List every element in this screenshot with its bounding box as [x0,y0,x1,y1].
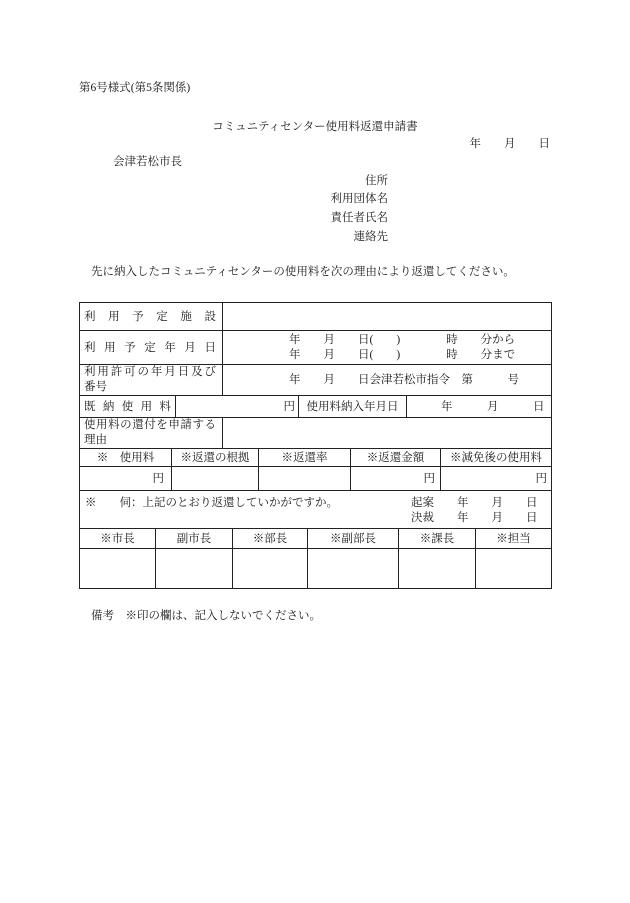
signoff-header-section-chief [399,529,476,548]
addressee: 会津若松市長 [113,156,182,168]
paid-date-label: 使用料納入年月日 [306,400,399,413]
facility-label: 利用予定施設 [84,310,216,323]
row-reason [80,418,551,449]
reason-label [84,418,216,448]
calc-value-fee-unit: 円 [152,472,164,485]
row-calculation-headers [80,449,551,467]
calc-header-rate [259,449,351,466]
paid-fee-label: 既納使用料 [84,400,171,413]
calc-value-reduced-fee [441,467,551,490]
calc-value-fee [80,467,172,490]
paid-date-value: 年 月 日 [441,400,545,413]
signoff-header-deputy-mayor [156,529,233,548]
applicant-address-label: 住所 [365,175,388,187]
decision-date: 決裁 年 月 日 [411,512,538,524]
permit-label-cell [80,365,223,395]
use-date-lines [289,333,551,363]
calc-header-reduced-fee [441,449,551,466]
calc-value-amount-unit: 円 [423,472,435,485]
row-approval [80,491,551,529]
request-sentence: 先に納入したコミュニティセンターの使用料を次の理由により返還してください。 [91,266,515,278]
paid-fee-amount-cell [176,396,299,417]
signoff-seal-deputy-director [308,549,399,588]
paid-fee-label-cell [80,396,176,417]
form-title: コミュニティセンター使用料返還申請書 [212,121,418,133]
row-signoff-seals [80,549,551,588]
signoff-header-deputy-director-label: ※副部長 [330,532,376,545]
calc-header-basis [172,449,259,466]
paid-date-label-cell [299,396,407,417]
permit-value-cell [223,365,551,395]
row-permit [80,365,551,396]
signoff-header-director-label: ※部長 [252,532,288,545]
approval-inquiry: ※ 伺：上記のとおり返還していかがですか。 [85,497,338,509]
use-date-from: 年 月 日( ) 時 分から [289,333,516,346]
calc-value-amount [351,467,441,490]
calc-value-basis [172,467,259,490]
application-date: 年 月 日 [469,138,550,150]
refund-application-table [79,302,552,589]
calc-header-reduced-fee-label: ※減免後の使用料 [450,451,542,464]
facility-value-cell [223,303,551,330]
signoff-seal-deputy-mayor [156,549,233,588]
paid-date-value-cell [407,396,551,417]
row-facility [80,303,551,331]
reason-label-line-2: 理由 [84,434,107,446]
paid-fee-yen-unit: 円 [283,400,295,413]
signoff-header-director [233,529,308,548]
calc-header-fee-label: ※ 使用料 [96,451,155,464]
reason-label-line-1: 使用料の還付を申請する [84,419,216,431]
signoff-seal-staff [476,549,551,588]
permit-value: 年 月 日会津若松市指令 第 号 [289,374,519,386]
calc-header-basis-label: ※返還の根拠 [180,451,250,464]
use-date-to: 年 月 日( ) 時 分まで [289,348,516,361]
reason-label-cell [80,418,223,448]
row-calculation-values [80,467,551,491]
signoff-seal-mayor [80,549,156,588]
facility-label-cell [80,303,223,330]
calc-header-fee [80,449,172,466]
signoff-header-staff-label: ※担当 [496,532,531,545]
calc-value-reduced-fee-unit: 円 [535,472,547,485]
applicant-representative-label: 責任者氏名 [330,212,388,224]
signoff-header-staff [476,529,551,548]
applicant-contact-label: 連絡先 [353,231,388,243]
permit-label-line-2: 番号 [84,381,107,393]
calc-header-amount [351,449,441,466]
signoff-header-section-chief-label: ※課長 [419,532,455,545]
applicant-group-name-label: 利用団体名 [330,193,388,205]
calc-header-rate-label: ※返還率 [281,451,328,464]
signoff-header-mayor [80,529,156,548]
calc-header-amount-label: ※返還金額 [366,451,425,464]
permit-label [84,365,216,395]
use-date-value-cell [223,331,551,364]
calc-value-rate [259,467,351,490]
row-signoff-headers [80,529,551,549]
row-use-date [80,331,551,365]
reason-value-cell [223,418,551,448]
use-date-label-cell [80,331,223,364]
note: 備考 ※印の欄は、記入しないでください。 [91,610,321,622]
signoff-header-mayor-label: ※市長 [100,532,135,545]
signoff-header-deputy-mayor-label: 副市長 [176,532,212,545]
row-paid-fee [80,396,551,418]
use-date-label: 利用予定年月日 [84,341,216,354]
draft-date: 起案 年 月 日 [411,497,538,509]
form-number: 第6号様式(第5条関係) [79,82,191,94]
approval-cell [80,491,551,528]
signoff-seal-section-chief [399,549,476,588]
signoff-header-deputy-director [308,529,399,548]
permit-label-line-1: 利用許可の年月日及び [84,366,216,378]
signoff-seal-director [233,549,308,588]
